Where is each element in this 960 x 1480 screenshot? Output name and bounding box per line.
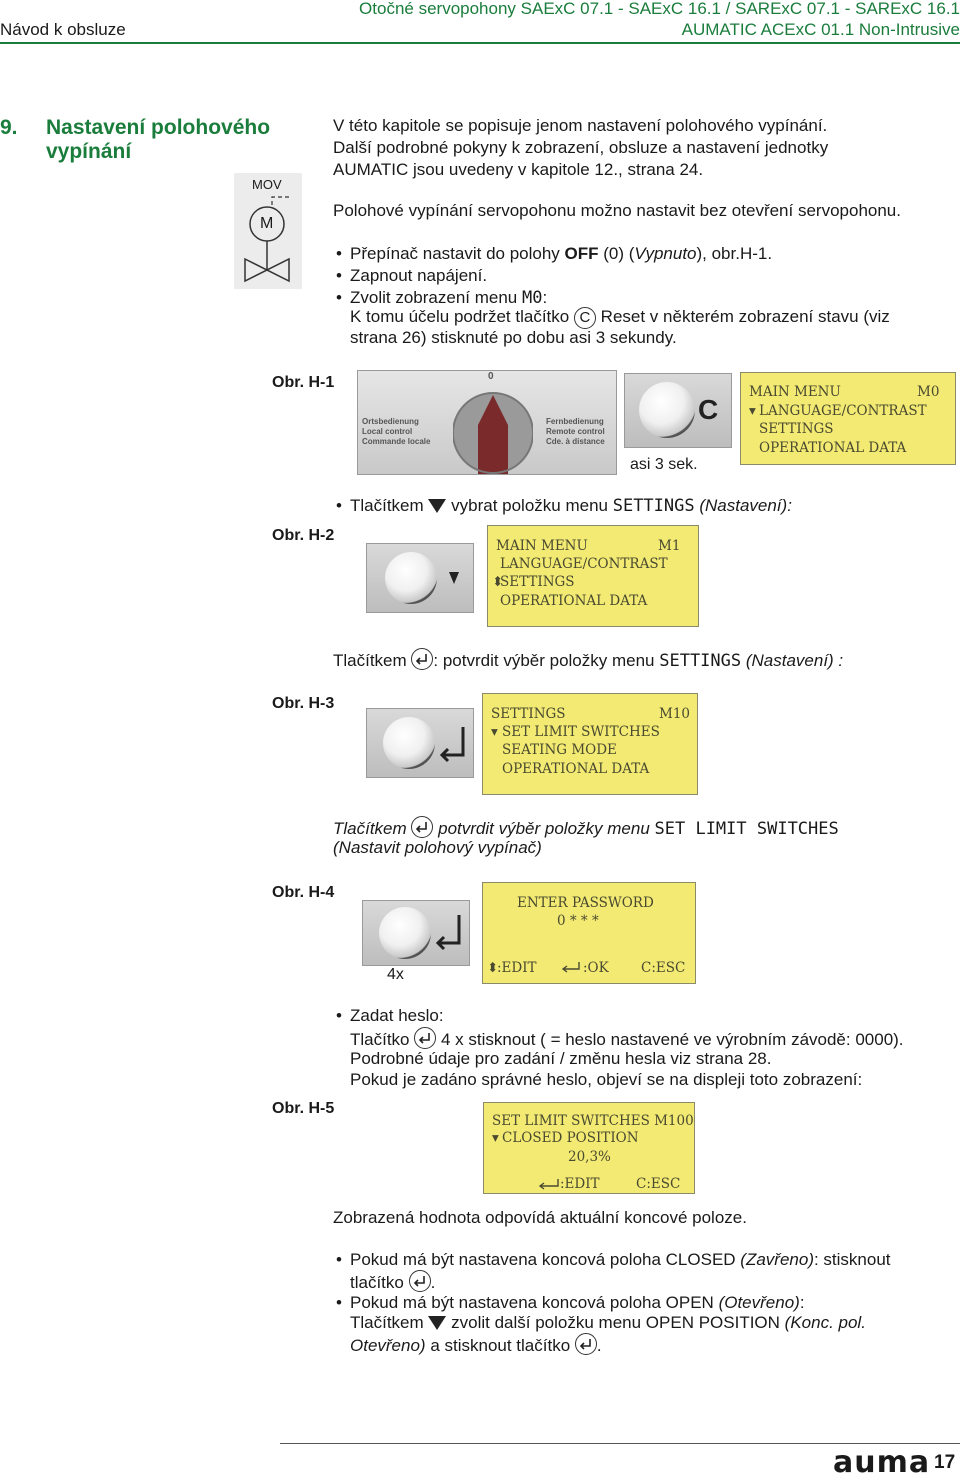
local-control-label: Ortsbedienung Local control Commande locale — [362, 417, 431, 446]
press-count: 4x — [387, 966, 404, 983]
arrow-down-icon: ▾ — [491, 724, 498, 740]
enter-arrow-icon — [435, 913, 465, 953]
bullet-open-position-l3: Otevřeno) a stisknout tlačítko . — [350, 1333, 602, 1357]
mov-label: MOV — [252, 177, 282, 192]
figure-label-h5: Obr. H-5 — [272, 1100, 335, 1117]
footer-rule — [280, 1443, 960, 1444]
down-arrow-icon — [428, 499, 446, 513]
section-title-line1: Nastavení polohového — [46, 116, 271, 139]
enter-arrow-icon — [561, 961, 583, 973]
lcd-display-h3: SETTINGS M10 ▾ SET LIMIT SWITCHES SEATING MODE OPERATIONAL DATA — [482, 693, 698, 795]
page-number: 17 — [934, 1452, 956, 1473]
password-details: Podrobné údaje pro zadání / změnu hesla viz strana 28. — [350, 1049, 772, 1068]
header-rule — [0, 42, 960, 44]
arrow-down-icon: ▾ — [492, 1130, 499, 1146]
selector-knob-icon — [453, 385, 533, 474]
section-number: 9. — [0, 116, 18, 139]
enter-key-icon — [409, 1270, 431, 1292]
section-title — [46, 116, 270, 164]
password-instruction: Tlačítko 4 x stisknout ( = heslo nastavené ve výrobním závodě: 0000). — [350, 1027, 904, 1051]
figure-label-h3: Obr. H-3 — [272, 695, 335, 712]
password-result: Pokud je zadáno správné heslo, objeví se na displeji toto zobrazení: — [350, 1070, 863, 1089]
product-title-line2: AUMATIC ACExC 01.1 Non-Intrusive — [681, 20, 960, 39]
c-key-icon: C — [574, 307, 596, 329]
bullet-enter-password: • Zadat heslo: — [350, 1005, 444, 1027]
lcd-display-h2: MAIN MENU M1 LANGUAGE/CONTRAST ⬍ SETTINGS OPERATIONAL DATA — [487, 525, 699, 627]
enter-arrow-icon — [439, 725, 469, 765]
lcd-display-h4: ENTER PASSWORD 0 * * * ⬍ :EDIT :OK C:ESC — [482, 882, 696, 984]
enter-button-icon — [379, 907, 431, 959]
step-confirm-settings: Tlačítkem : potvrdit výběr položky menu SETTINGS (Nastavení) : — [333, 648, 843, 672]
bullet-select-menu-l3: strana 26) stisknuté po dobu asi 3 sekundy. — [350, 328, 677, 347]
remote-control-label: Fernbedienung Remote control Cde. à distance — [546, 417, 605, 446]
closing-paragraph: Zobrazená hodnota odpovídá aktuální koncové poloze. — [333, 1208, 747, 1227]
bullet-power-on: • Zapnout napájení. — [350, 265, 487, 287]
bullet-closed-position: • Pokud má být nastavena koncová poloha CLOSED (Zavřeno): stisknout — [350, 1249, 891, 1271]
step-select-settings: • Tlačítkem vybrat položku menu SETTINGS (Nastavení): — [350, 495, 792, 517]
down-arrow-icon — [449, 572, 459, 584]
up-down-arrow-icon: ⬍ — [492, 574, 504, 590]
intro-paragraph-2: Polohové vypínání servopohonu možno nastavit bez otevření servopohonu. — [333, 201, 901, 220]
reset-button-photo — [624, 373, 732, 448]
bullet-select-menu: • Zvolit zobrazení menu M0: — [350, 287, 547, 309]
intro-line: AUMATIC jsou uvedeny v kapitole 12., strana 24. — [333, 160, 704, 179]
lcd-display-h1: MAIN MENU M0 ▾ LANGUAGE/CONTRAST SETTINGS OPERATIONAL DATA — [740, 372, 956, 465]
enter-key-icon — [411, 816, 433, 838]
c-key-label: C — [698, 394, 719, 425]
figure-label-h1: Obr. H-1 — [272, 374, 335, 391]
off-mark-label: 0 — [488, 371, 494, 382]
auma-logo: auma — [833, 1445, 931, 1480]
bullet-open-position: • Pokud má být nastavena koncová poloha OPEN (Otevřeno): — [350, 1292, 805, 1314]
enter-button-photo — [366, 708, 474, 778]
product-title-line1: Otočné servopohony SAExC 07.1 - SAExC 16.1 / SARExC 07.1 - SARExC 16.1 — [359, 0, 960, 18]
enter-key-icon — [414, 1027, 436, 1049]
bullet-select-menu-l2: K tomu účelu podržet tlačítko C Reset v některém zobrazení stavu (viz — [350, 306, 890, 329]
intro-line: Další podrobné pokyny k zobrazení, obsluze a nastavení jednotky — [333, 138, 829, 157]
selector-switch-photo — [357, 370, 617, 475]
lcd-display-h5: SET LIMIT SWITCHES M100 ▾ CLOSED POSITION 20,3% :EDIT C:ESC — [483, 1102, 695, 1194]
bullet-switch-off: • Přepínač nastavit do polohy OFF (0) (Vypnuto), obr.H-1. — [350, 243, 772, 265]
section-title-line2: vypínání — [46, 140, 132, 163]
figure-label-h2: Obr. H-2 — [272, 527, 335, 544]
bullet-closed-position-l2: tlačítko . — [350, 1270, 435, 1294]
intro-paragraph — [333, 115, 828, 181]
down-arrow-icon — [428, 1316, 446, 1330]
enter-key-icon — [411, 648, 433, 670]
enter-key-icon — [575, 1333, 597, 1355]
bullet-open-position-l2: Tlačítkem zvolit další položku menu OPEN POSITION (Konc. pol. — [350, 1313, 866, 1332]
doc-title: Návod k obsluze — [0, 20, 126, 39]
mov-diagram — [234, 173, 302, 289]
enter-button-photo-h4 — [362, 900, 470, 966]
motor-label: M — [260, 215, 274, 232]
down-button-photo — [366, 543, 474, 613]
figure-label-h4: Obr. H-4 — [272, 884, 335, 901]
step-limit-switches-translation: (Nastavit polohový vypínač) — [333, 838, 542, 857]
arrow-down-icon: ▾ — [749, 403, 756, 419]
enter-arrow-icon — [538, 1178, 562, 1190]
reset-button-icon — [639, 382, 695, 438]
up-down-arrow-icon: ⬍ — [487, 960, 499, 976]
down-button-icon — [385, 552, 437, 604]
step-confirm-limit-switches: Tlačítkem potvrdit výběr položky menu SET LIMIT SWITCHES — [333, 816, 839, 840]
intro-line: V této kapitole se popisuje jenom nastavení polohového vypínání. — [333, 116, 828, 135]
hold-duration-caption: asi 3 sek. — [630, 456, 698, 473]
enter-button-icon — [383, 717, 435, 769]
